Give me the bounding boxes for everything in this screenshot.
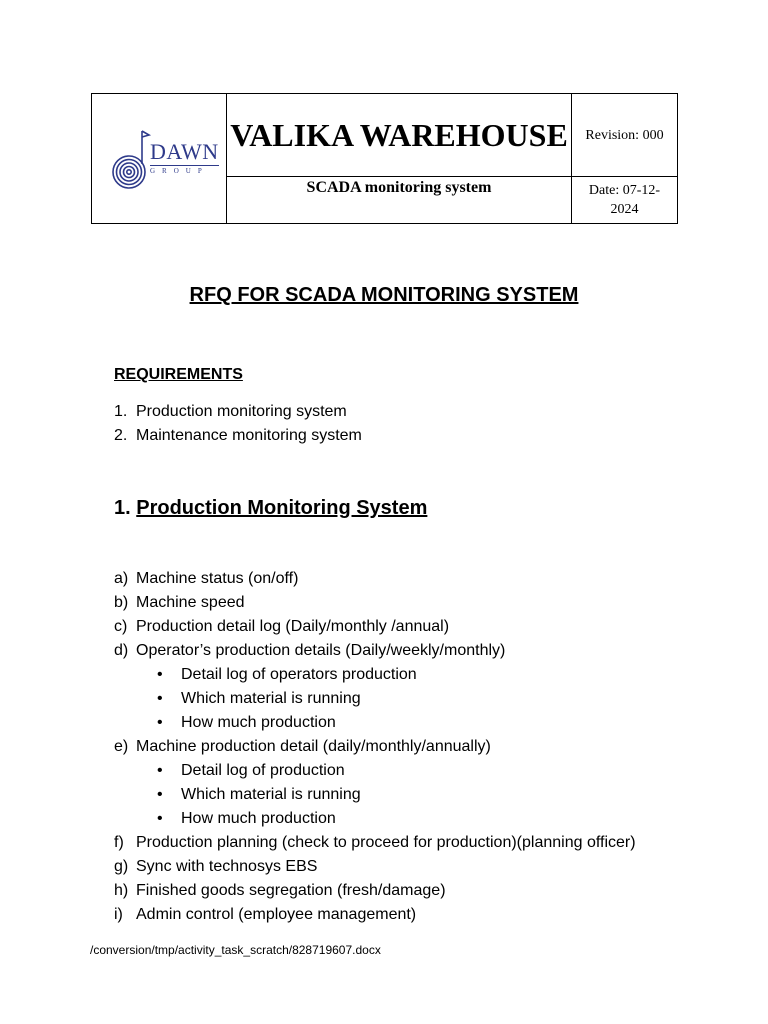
section-heading (114, 494, 427, 522)
requirement-text: Production monitoring system (136, 403, 347, 420)
item-letter: e) (114, 738, 129, 755)
list-item (114, 615, 636, 639)
date-line-1: Date: 07-12- (588, 183, 661, 198)
requirements-heading: REQUIREMENTS (114, 366, 243, 383)
requirement-item (114, 424, 362, 448)
item-letter: h) (114, 882, 129, 899)
item-letter: f) (114, 834, 124, 851)
bullet-item (114, 807, 636, 831)
bullet-text: Which material is running (181, 786, 361, 803)
logo-subtitle: GROUP (150, 165, 219, 176)
logo-cell (92, 94, 227, 224)
dawn-spiral-logo-icon (108, 128, 152, 190)
bullet-text: Detail log of operators production (181, 666, 417, 683)
item-text: Machine production detail (daily/monthly/annually) (136, 738, 491, 755)
item-letter: g) (114, 858, 129, 875)
list-item (114, 567, 636, 591)
bullet-icon: • (157, 666, 163, 683)
item-text: Operator’s production details (Daily/weekly/monthly) (136, 642, 506, 659)
list-item (114, 735, 636, 759)
item-text: Machine status (on/off) (136, 570, 299, 587)
bullet-item (114, 783, 636, 807)
document-header-table (91, 93, 678, 224)
list-item (114, 855, 636, 879)
document-main-title: VALIKA WAREHOUSE (227, 94, 572, 177)
item-text: Sync with technosys EBS (136, 858, 318, 875)
item-letter: i) (114, 906, 123, 923)
production-requirements-list (114, 567, 636, 927)
requirement-number: 1. (114, 403, 128, 420)
item-letter: c) (114, 618, 128, 635)
requirement-item (114, 400, 362, 424)
list-item (114, 903, 636, 927)
list-item (114, 639, 636, 663)
bullet-text: How much production (181, 810, 336, 827)
section-number: 1. (114, 497, 131, 519)
bullet-text: How much production (181, 714, 336, 731)
item-text: Admin control (employee management) (136, 906, 417, 923)
list-item (114, 591, 636, 615)
logo-wordmark: DAWN (150, 139, 219, 164)
date-cell (572, 177, 678, 224)
date-line-2: 2024 (610, 202, 639, 217)
item-letter: d) (114, 642, 129, 659)
list-item (114, 879, 636, 903)
dawn-group-logo (92, 128, 226, 190)
bullet-item (114, 663, 636, 687)
section-title: Production Monitoring System (136, 497, 428, 519)
item-text: Production planning (check to proceed for production)(planning officer) (136, 834, 636, 851)
bullet-list (114, 663, 636, 735)
bullet-icon: • (157, 714, 163, 731)
bullet-icon: • (157, 762, 163, 779)
revision-label: Revision: 000 (572, 94, 678, 177)
requirements-list (114, 400, 362, 448)
item-text: Production detail log (Daily/monthly /annual) (136, 618, 450, 635)
bullet-item (114, 711, 636, 735)
item-text: Machine speed (136, 594, 245, 611)
list-item (114, 831, 636, 855)
bullet-icon: • (157, 690, 163, 707)
item-letter: b) (114, 594, 129, 611)
requirement-number: 2. (114, 427, 128, 444)
document-title: RFQ FOR SCADA MONITORING SYSTEM (189, 284, 579, 306)
item-text: Finished goods segregation (fresh/damage) (136, 882, 446, 899)
bullet-item (114, 759, 636, 783)
footer-file-path: /conversion/tmp/activity_task_scratch/828719607.docx (90, 943, 381, 957)
bullet-icon: • (157, 786, 163, 803)
bullet-item (114, 687, 636, 711)
requirement-text: Maintenance monitoring system (136, 427, 362, 444)
bullet-icon: • (157, 810, 163, 827)
bullet-text: Detail log of production (181, 762, 345, 779)
document-subtitle: SCADA monitoring system (227, 177, 572, 224)
item-letter: a) (114, 570, 129, 587)
bullet-list (114, 759, 636, 831)
bullet-text: Which material is running (181, 690, 361, 707)
